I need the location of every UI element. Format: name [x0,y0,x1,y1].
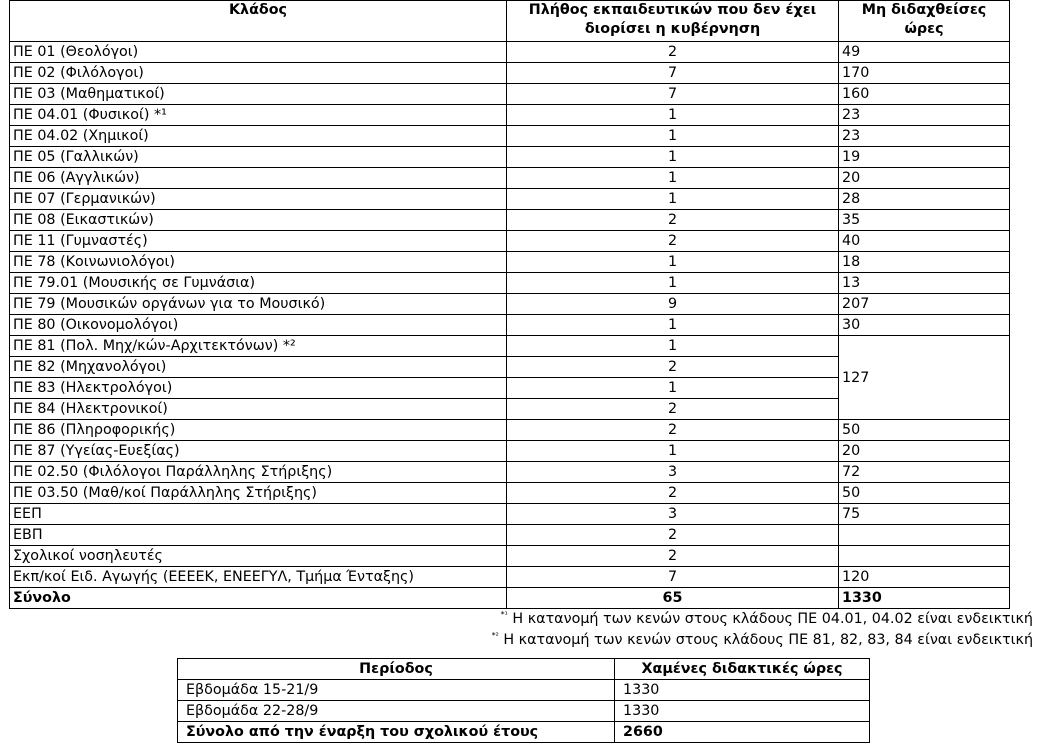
branch-label: ΠΕ 08 (Εικαστικών) [13,212,154,228]
period-cell: Εβδομάδα 22-28/9 [178,701,615,722]
branch-label: ΠΕ 03 (Μαθηματικοί) [13,86,165,102]
branch-label: ΠΕ 80 (Οικονομολόγοι) [13,317,179,333]
table-header-row [10,1,1010,42]
total-hours: 1330 [839,588,1010,609]
hours-cell: 207 [839,294,1010,315]
table-row [10,126,1010,147]
hours-cell: 50 [839,420,1010,441]
teachers-cell: 1 [507,252,839,273]
header-branch: Κλάδος [10,1,507,42]
footnote-2-mark: *² [491,631,499,641]
branch-label: ΠΕ 84 (Ηλεκτρονικοί) [13,401,168,417]
hours-cell [839,525,1010,546]
branch-cell [10,525,507,546]
hours-cell: 40 [839,231,1010,252]
lost-hours-cell: 1330 [615,680,870,701]
teachers-cell: 7 [507,567,839,588]
table-row [10,441,1010,462]
hours-cell: 30 [839,315,1010,336]
table-row [10,189,1010,210]
teachers-cell: 3 [507,504,839,525]
footnote-2-text: Η κατανομή των κενών στους κλάδους ΠΕ 81, 82, 83, 84 είναι ενδεικτική [503,632,1033,648]
table-row [10,168,1010,189]
branch-label: ΠΕ 05 (Γαλλικών) [13,149,139,165]
table-row [10,546,1010,567]
table-row [10,525,1010,546]
table-row [10,42,1010,63]
period-total-row [178,722,870,743]
teachers-cell: 3 [507,462,839,483]
hours-cell: 18 [839,252,1010,273]
table-row [10,504,1010,525]
branch-label: ΠΕ 01 (Θεολόγοι) [13,44,139,60]
period-header-row [178,659,870,680]
table-row [10,483,1010,504]
branch-cell [10,378,507,399]
teachers-cell: 2 [507,399,839,420]
teachers-cell: 1 [507,315,839,336]
total-teachers: 65 [507,588,839,609]
branch-label: ΠΕ 82 (Μηχανολόγοι) [13,359,167,375]
lost-hours-cell: 1330 [615,701,870,722]
hours-cell: 50 [839,483,1010,504]
hours-cell: 120 [839,567,1010,588]
branch-label: ΠΕ 07 (Γερμανικών) [13,191,156,207]
branch-label: ΠΕ 02.50 (Φιλόλογοι Παράλληλης Στήριξης) [13,464,333,480]
footnote-1-text: Η κατανομή των κενών στους κλάδους ΠΕ 04.01, 04.02 είναι ενδεικτική [512,611,1033,627]
period-row [178,701,870,722]
teachers-cell: 2 [507,525,839,546]
branch-cell [10,399,507,420]
branch-cell [10,63,507,84]
teachers-cell: 1 [507,189,839,210]
branch-cell [10,483,507,504]
branch-cell [10,420,507,441]
table-row [10,567,1010,588]
teachers-cell: 1 [507,147,839,168]
teachers-cell: 1 [507,168,839,189]
hours-cell: 13 [839,273,1010,294]
branch-label: ΠΕ 06 (Αγγλικών) [13,170,140,186]
hours-cell: 20 [839,168,1010,189]
branch-cell [10,546,507,567]
branch-cell [10,567,507,588]
table-row [10,315,1010,336]
branch-cell [10,294,507,315]
teachers-cell: 2 [507,231,839,252]
branch-label: Εκπ/κοί Ειδ. Αγωγής (ΕΕΕΕΚ, ΕΝΕΕΓΥΛ, Τμήμα Ένταξης) [13,569,414,585]
hours-cell: 75 [839,504,1010,525]
period-total-label: Σύνολο από την έναρξη του σχολικού έτους [178,722,615,743]
branch-cell [10,336,507,357]
branch-cell [10,84,507,105]
branch-label: ΠΕ 03.50 (Μαθ/κοί Παράλληλης Στήριξης) [13,485,317,501]
hours-cell [839,546,1010,567]
hours-cell: 35 [839,210,1010,231]
hours-cell: 49 [839,42,1010,63]
teachers-cell: 2 [507,357,839,378]
branch-label: ΠΕ 81 (Πολ. Μηχ/κών-Αρχιτεκτόνων) [13,338,279,354]
branch-label: ΠΕ 78 (Κοινωνιολόγοι) [13,254,175,270]
teachers-cell: 1 [507,441,839,462]
branch-cell [10,462,507,483]
hours-cell: 23 [839,105,1010,126]
period-cell: Εβδομάδα 15-21/9 [178,680,615,701]
table-row [10,420,1010,441]
branch-cell [10,189,507,210]
teachers-cell: 7 [507,63,839,84]
branch-label: ΕΒΠ [13,527,43,543]
table-row [10,63,1010,84]
period-total-hours: 2660 [615,722,870,743]
hours-cell: 160 [839,84,1010,105]
hours-cell: 20 [839,441,1010,462]
branch-label: ΠΕ 83 (Ηλεκτρολόγοι) [13,380,173,396]
teachers-cell: 1 [507,336,839,357]
branch-cell [10,231,507,252]
footnote-1 [501,611,1033,627]
hours-cell: 28 [839,189,1010,210]
branch-cell [10,315,507,336]
branch-cell [10,168,507,189]
table-row [10,273,1010,294]
branch-cell [10,147,507,168]
table-row [10,294,1010,315]
teacher-shortage-table [9,0,1010,609]
header-hours: Μη διδαχθείσες ώρες [839,1,1010,42]
table-row [10,336,1010,357]
branch-label: ΠΕ 11 (Γυμναστές) [13,233,148,249]
branch-label: ΕΕΠ [13,506,42,522]
total-label: Σύνολο [10,588,507,609]
teachers-cell: 2 [507,420,839,441]
teachers-cell: 7 [507,84,839,105]
branch-cell [10,357,507,378]
branch-cell [10,126,507,147]
hours-cell: 23 [839,126,1010,147]
table-row [10,105,1010,126]
hours-cell: 170 [839,63,1010,84]
teachers-cell: 2 [507,210,839,231]
branch-label: ΠΕ 79.01 (Μουσικής σε Γυμνάσια) [13,275,256,291]
teachers-cell: 1 [507,105,839,126]
table-row [10,147,1010,168]
table-row [10,231,1010,252]
lost-hours-table [177,658,870,743]
branch-label: ΠΕ 02 (Φιλόλογοι) [13,65,144,81]
branch-cell [10,252,507,273]
branch-footnote-mark: *¹ [153,107,167,123]
header-lost-hours: Χαμένες διδακτικές ώρες [615,659,870,680]
teachers-cell: 2 [507,42,839,63]
teachers-cell: 1 [507,378,839,399]
branch-cell [10,504,507,525]
branch-cell [10,273,507,294]
branch-label: ΠΕ 86 (Πληροφορικής) [13,422,176,438]
table-row [10,462,1010,483]
footnote-1-mark: *¹ [500,610,508,620]
teachers-cell: 2 [507,546,839,567]
branch-cell [10,105,507,126]
hours-cell: 127 [839,336,1010,420]
hours-cell: 19 [839,147,1010,168]
teachers-cell: 1 [507,126,839,147]
branch-label: ΠΕ 79 (Μουσικών οργάνων για το Μουσικό) [13,296,326,312]
footnote-2 [492,632,1033,648]
header-period: Περίοδος [178,659,615,680]
branch-footnote-mark: *² [282,338,296,354]
branch-label: ΠΕ 87 (Υγείας-Ευεξίας) [13,443,180,459]
hours-cell: 72 [839,462,1010,483]
teachers-cell: 9 [507,294,839,315]
total-row [10,588,1010,609]
period-row [178,680,870,701]
teachers-cell: 1 [507,273,839,294]
table-row [10,210,1010,231]
table-row [10,252,1010,273]
table-row [10,84,1010,105]
branch-label: Σχολικοί νοσηλευτές [13,548,163,564]
header-teachers: Πλήθος εκπαιδευτικών που δεν έχει διορίσει η κυβέρνηση [507,1,839,42]
branch-cell [10,441,507,462]
teachers-cell: 2 [507,483,839,504]
branch-label: ΠΕ 04.02 (Χημικοί) [13,128,149,144]
branch-cell [10,42,507,63]
branch-label: ΠΕ 04.01 (Φυσικοί) [13,107,150,123]
branch-cell [10,210,507,231]
